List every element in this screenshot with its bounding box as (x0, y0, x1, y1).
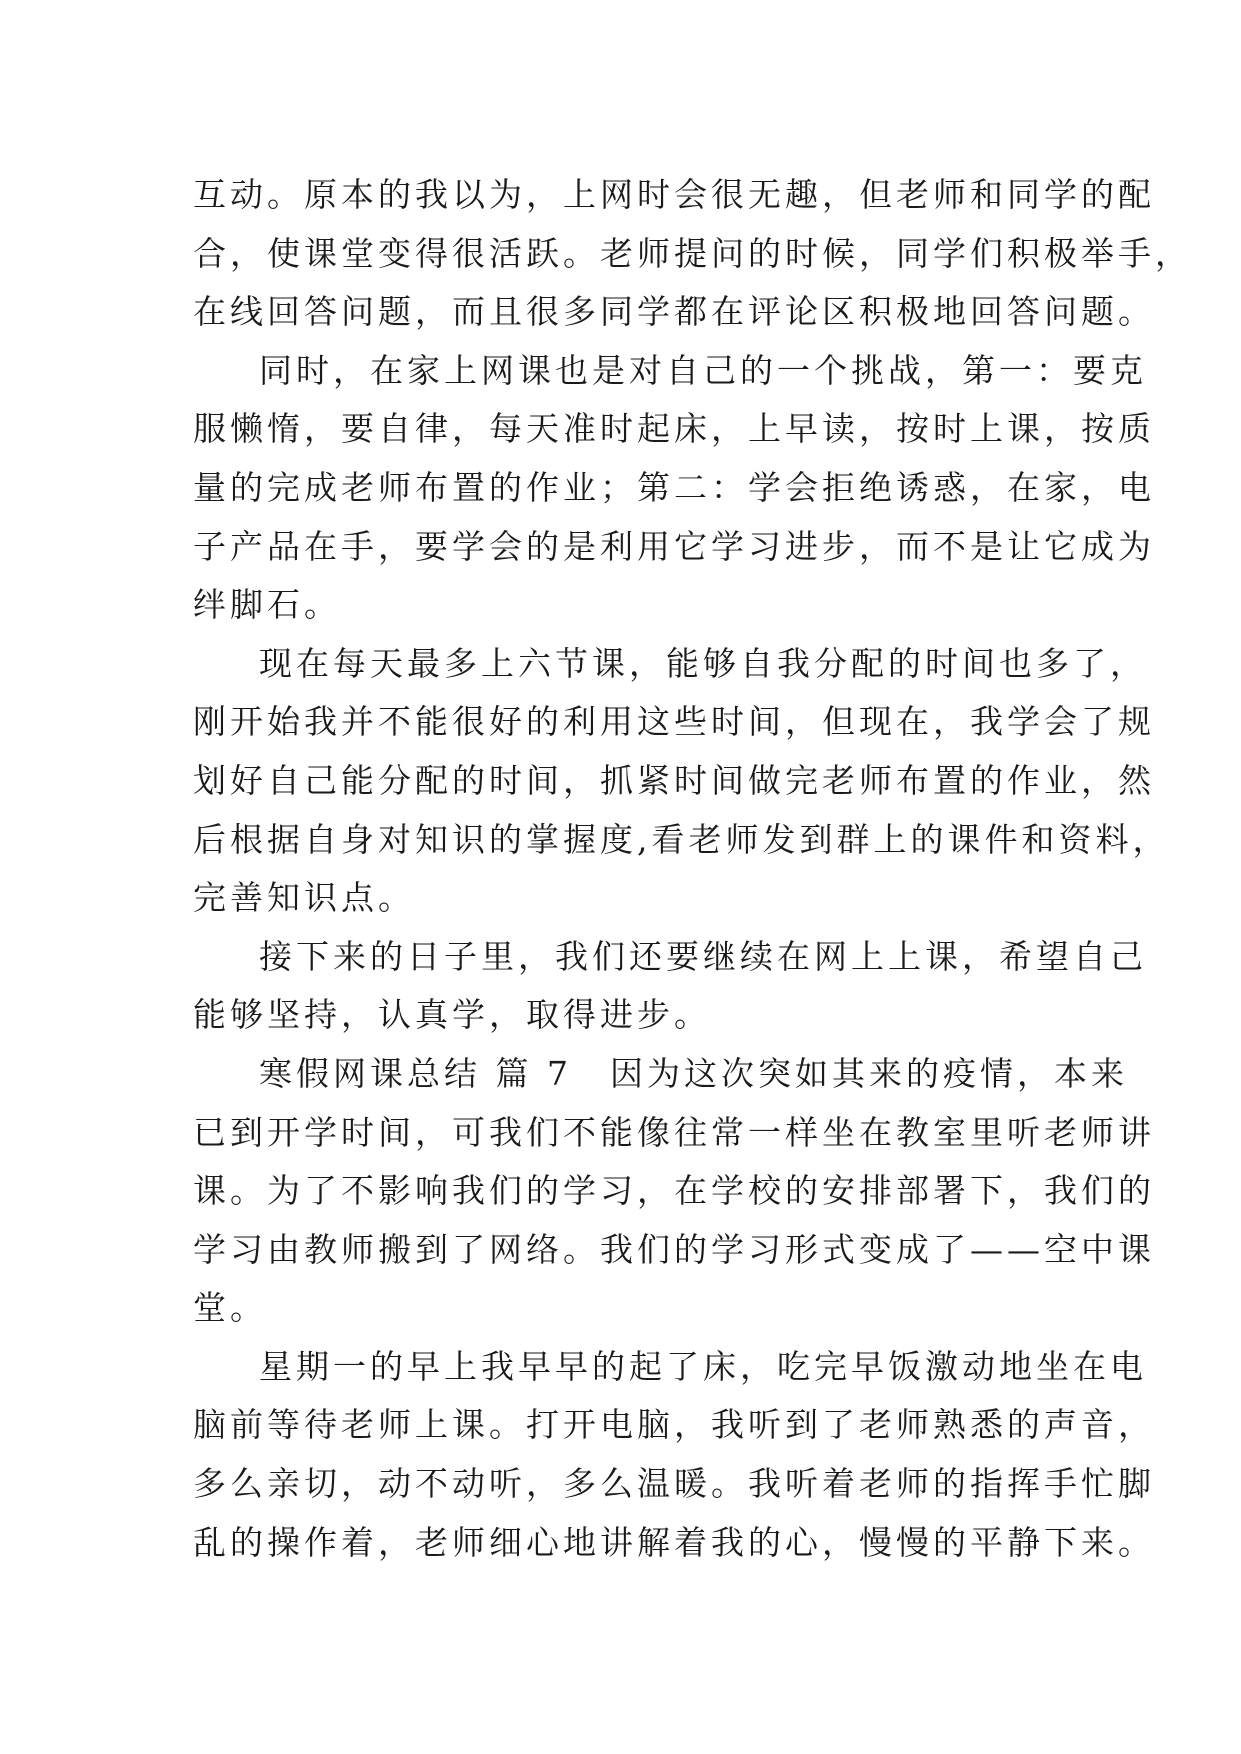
text-line: 绊脚石。 (193, 585, 341, 625)
section-heading-line (193, 1045, 1128, 1104)
paragraph (193, 342, 1155, 635)
text-line: 接下来的日子里，我们还要继续在网上上课，希望自己 (259, 936, 1147, 976)
text-line: 学习由教师搬到了网络。我们的学习形式变成了——空中课 (193, 1229, 1155, 1269)
text-line: 后根据自身对知识的掌握度,看老师发到群上的课件和资料， (193, 819, 1170, 859)
paragraph (193, 1338, 1155, 1572)
text-line: 现在每天最多上六节课，能够自我分配的时间也多了， (259, 643, 1147, 683)
text-line: 合，使课堂变得很活跃。老师提问的时候，同学们积极举手， (193, 233, 1192, 273)
text-line: 服懒惰，要自律，每天准时起床，上早读，按时上课，按质 (193, 409, 1155, 449)
text-line: 多么亲切，动不动听，多么温暖。我听着老师的指挥手忙脚 (193, 1464, 1155, 1504)
text-line: 星期一的早上我早早的起了床，吃完早饭激动地坐在电 (259, 1346, 1147, 1386)
paragraph (193, 166, 1192, 342)
text-line: 在线回答问题，而且很多同学都在评论区积极地回答问题。 (193, 292, 1155, 332)
text-line: 堂。 (193, 1288, 267, 1328)
text-line-fragment: 因为这次突如其来的疫情，本来 (610, 1053, 1128, 1093)
text-line: 划好自己能分配的时间，抓紧时间做完老师布置的作业，然 (193, 760, 1155, 800)
text-line: 乱的操作着，老师细心地讲解着我的心，慢慢的平静下来。 (193, 1522, 1155, 1562)
paragraph (193, 1045, 1155, 1338)
text-line: 脑前等待老师上课。打开电脑，我听到了老师熟悉的声音， (193, 1405, 1155, 1445)
document-body (193, 166, 1192, 1572)
text-line: 量的完成老师布置的作业；第二：学会拒绝诱惑，在家，电 (193, 467, 1155, 507)
text-line: 课。为了不影响我们的学习，在学校的安排部署下，我们的 (193, 1171, 1155, 1211)
text-line: 已到开学时间，可我们不能像往常一样坐在教室里听老师讲 (193, 1112, 1155, 1152)
text-line: 能够坚持，认真学，取得进步。 (193, 995, 711, 1035)
text-line: 完善知识点。 (193, 878, 415, 918)
text-line: 同时，在家上网课也是对自己的一个挑战，第一：要克 (259, 350, 1147, 390)
section-title: 寒假网课总结 (259, 1053, 481, 1093)
section-number: 篇 7 (495, 1053, 572, 1093)
text-line: 刚开始我并不能很好的利用这些时间，但现在，我学会了规 (193, 702, 1155, 742)
text-line: 互动。原本的我以为，上网时会很无趣，但老师和同学的配 (193, 175, 1155, 214)
paragraph (193, 635, 1170, 928)
text-line: 子产品在手，要学会的是利用它学习进步，而不是让它成为 (193, 526, 1155, 566)
paragraph (193, 928, 1147, 1045)
